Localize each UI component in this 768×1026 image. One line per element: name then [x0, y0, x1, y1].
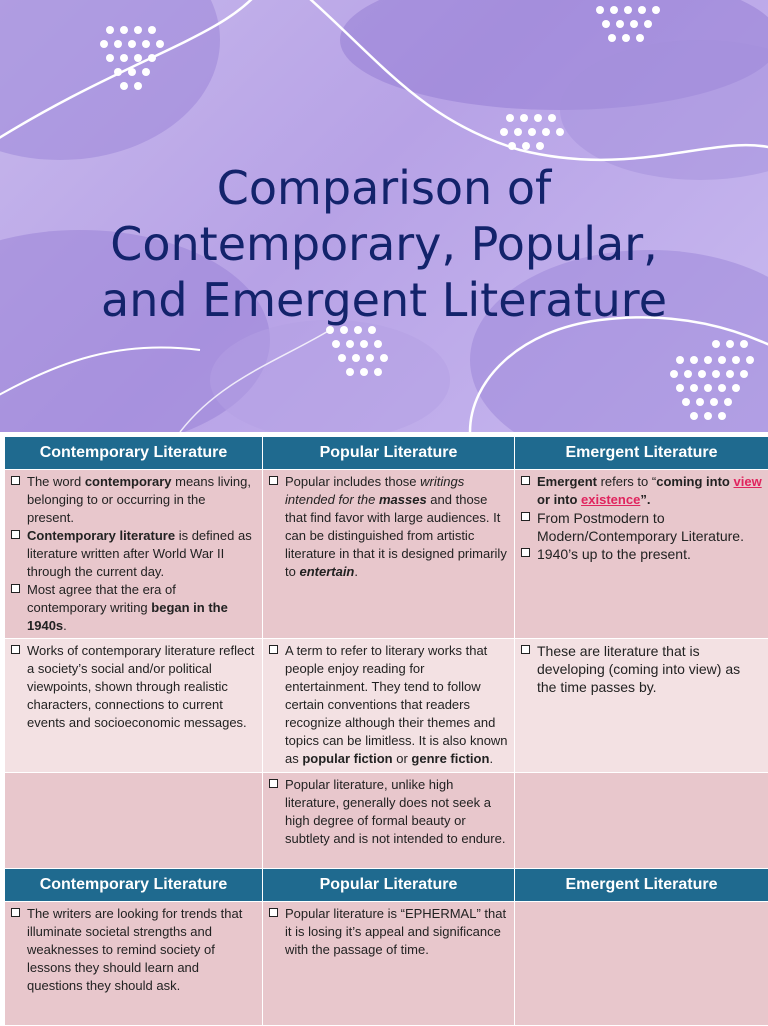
cell-popular-1 — [263, 470, 515, 639]
bullet-item — [269, 905, 508, 959]
text: and those that find favor with large audiences. It can be distinguished from artistic literature in that it is designed primarily to — [285, 492, 507, 579]
text: Most agree that the era of contemporary writing — [27, 582, 176, 615]
checkbox-bullet-icon — [521, 548, 530, 557]
bold-text: Contemporary literature — [27, 528, 175, 543]
header-popular: Popular Literature — [263, 437, 515, 470]
bold-text: genre fiction — [411, 751, 489, 766]
text: The writers are looking for trends that illuminate societal strengths and weaknesses to remind society of lessons they should learn and questions they should ask. — [27, 906, 242, 993]
checkbox-bullet-icon — [11, 476, 20, 485]
title-line-3: and Emergent Literature — [0, 272, 768, 328]
table-row — [5, 470, 768, 639]
cell-emergent-4 — [515, 902, 768, 1026]
page-title — [0, 160, 768, 328]
title-line-2: Contemporary, Popular, — [0, 216, 768, 272]
checkbox-bullet-icon — [11, 908, 20, 917]
text: The word — [27, 474, 85, 489]
text: refers to “ — [597, 474, 656, 489]
cell-popular-4 — [263, 902, 515, 1026]
text: Works of contemporary literature reflect a society’s social and/or political viewpoints, shown through realistic characters, connections to current events and socioeconomic messages. — [27, 643, 254, 730]
table-header-row — [5, 869, 768, 902]
cell-contemporary-4 — [5, 902, 263, 1026]
header-contemporary: Contemporary Literature — [5, 869, 263, 902]
cell-emergent-2 — [515, 639, 768, 773]
title-line-1: Comparison of — [0, 160, 768, 216]
text: is defined as literature written after World War II through the current day. — [27, 528, 252, 579]
bold-italic-text: entertain — [299, 564, 354, 579]
bold-text: coming into — [656, 474, 733, 489]
text: From Postmodern to Modern/Contemporary Literature. — [537, 510, 744, 544]
text: . — [489, 751, 493, 766]
bold-text: contemporary — [85, 474, 172, 489]
header-emergent: Emergent Literature — [515, 869, 768, 902]
text: or — [393, 751, 412, 766]
checkbox-bullet-icon — [521, 645, 530, 654]
table-row — [5, 902, 768, 1026]
comparison-table-2 — [4, 868, 768, 1026]
highlight-text: view — [734, 474, 762, 489]
text: means living, belonging to or occurring in the present. — [27, 474, 251, 525]
checkbox-bullet-icon — [521, 512, 530, 521]
table-row — [5, 639, 768, 773]
bullet-item — [521, 642, 762, 696]
text: These are literature that is developing (coming into view) as the time passes by. — [537, 643, 740, 695]
comparison-table-1 — [4, 436, 768, 887]
cell-popular-2 — [263, 639, 515, 773]
cell-contemporary-2 — [5, 639, 263, 773]
bold-text: began in the 1940s — [27, 600, 228, 633]
header-contemporary: Contemporary Literature — [5, 437, 263, 470]
text: 1940’s up to the present. — [537, 546, 691, 562]
checkbox-bullet-icon — [11, 530, 20, 539]
bullet-item — [11, 642, 256, 732]
text: A term to refer to literary works that people enjoy reading for entertainment. They tend to follow certain conventions that readers recognize although their themes and topics can be limitless. It is also known as — [285, 643, 508, 766]
checkbox-bullet-icon — [269, 645, 278, 654]
bold-italic-text: masses — [379, 492, 427, 507]
checkbox-bullet-icon — [269, 476, 278, 485]
title-banner — [0, 0, 768, 432]
bold-text: Emergent — [537, 474, 597, 489]
bold-text: ”. — [640, 492, 650, 507]
text: Popular includes those — [285, 474, 420, 489]
text: Popular literature is “EPHERMAL” that it is losing it’s appeal and significance with the passage of time. — [285, 906, 506, 957]
bullet-item — [521, 545, 762, 563]
header-emergent: Emergent Literature — [515, 437, 768, 470]
cell-contemporary-1 — [5, 470, 263, 639]
bullet-item — [269, 473, 508, 581]
text: . — [354, 564, 358, 579]
text: Popular literature, unlike high literature, generally does not seek a high degree of formal beauty or subtlety and is not intended to endure. — [285, 777, 505, 846]
table-header-row — [5, 437, 768, 470]
bold-text: popular fiction — [302, 751, 392, 766]
checkbox-bullet-icon — [11, 645, 20, 654]
bullet-item — [521, 473, 762, 509]
bullet-item — [269, 776, 508, 848]
bullet-item — [11, 527, 256, 581]
checkbox-bullet-icon — [11, 584, 20, 593]
text: . — [63, 618, 67, 633]
checkbox-bullet-icon — [269, 908, 278, 917]
highlight-text: existence — [581, 492, 640, 507]
checkbox-bullet-icon — [521, 476, 530, 485]
bullet-item — [269, 642, 508, 768]
italic-text: writings intended for the — [285, 474, 464, 507]
bullet-item — [11, 473, 256, 527]
cell-emergent-1 — [515, 470, 768, 639]
bullet-item — [11, 905, 256, 995]
bullet-item — [521, 509, 762, 545]
header-popular: Popular Literature — [263, 869, 515, 902]
bullet-item — [11, 581, 256, 635]
bold-text: or into — [537, 492, 581, 507]
checkbox-bullet-icon — [269, 779, 278, 788]
